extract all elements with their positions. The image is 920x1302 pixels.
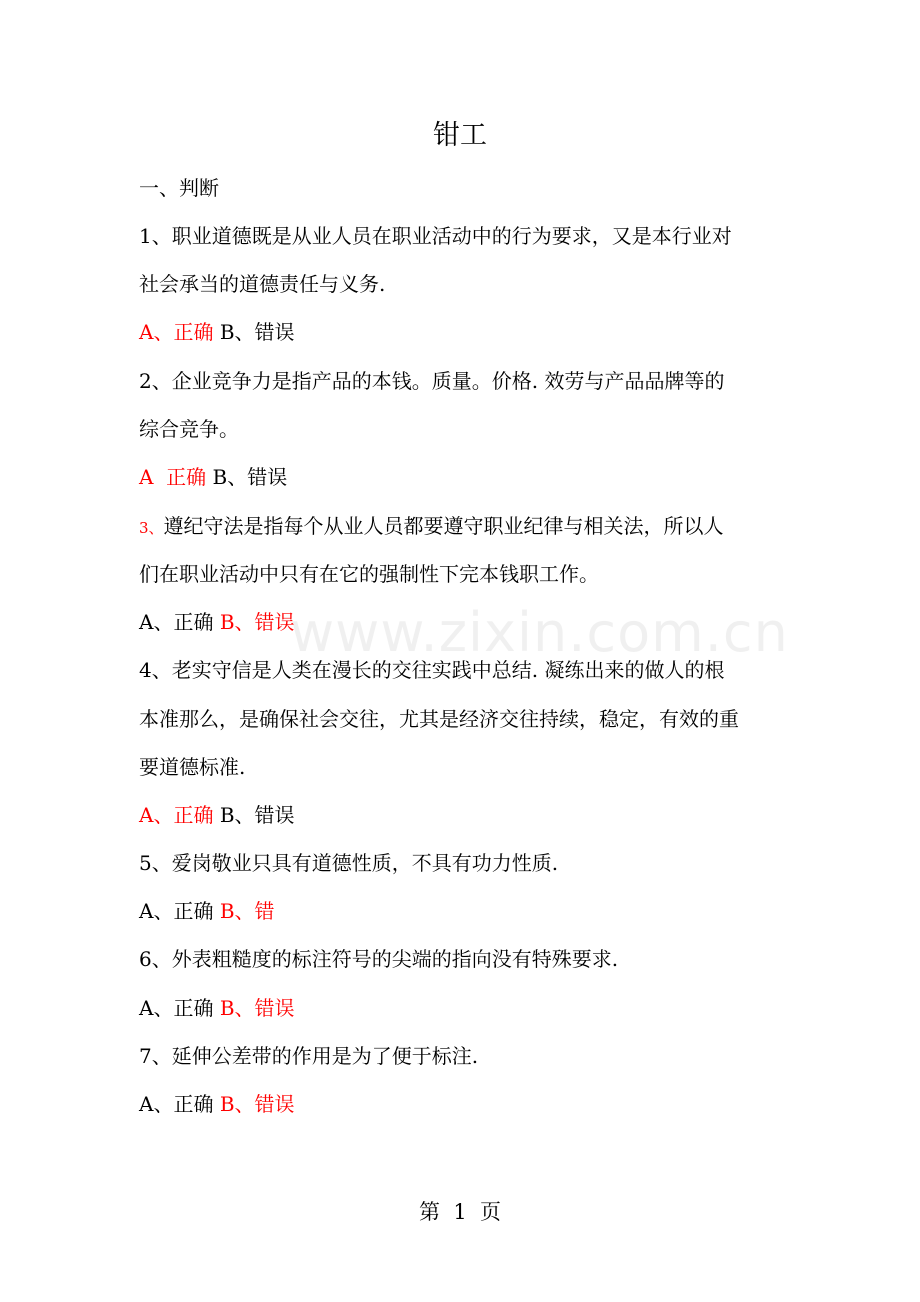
page-title: 钳工 <box>433 120 487 151</box>
option-a: A、正确 <box>139 996 214 1020</box>
question-1-line-1: 1、职业道德既是从业人员在职业活动中的行为要求，又是本行业对 <box>139 224 732 248</box>
option-b: B、错误 <box>212 465 288 489</box>
question-2-line-1: 2、企业竞争力是指产品的本钱。质量。价格. 效劳与产品品牌等的 <box>139 369 725 393</box>
question-4-line-1: 4、老实守信是人类在漫长的交往实践中总结. 凝练出来的做人的根 <box>139 658 725 682</box>
option-b: B、错误 <box>219 320 295 344</box>
option-b-correct: B、错误 <box>219 1092 295 1116</box>
question-5-options <box>139 897 789 925</box>
question-3-line-2: 们在职业活动中只有在它的强制性下完本钱职工作。 <box>139 562 599 586</box>
option-a-correct: A 正确 <box>139 465 207 489</box>
question-3-text: 遵纪守法是指每个从业人员都要遵守职业纪律与相关法，所以人 <box>163 514 724 538</box>
option-a-correct: A、正确 <box>139 320 214 344</box>
question-4-line-2: 本准那么，是确保社会交往，尤其是经济交往持续，稳定，有效的重 <box>139 707 739 731</box>
question-1-options <box>139 318 789 346</box>
question-3-options <box>139 608 789 636</box>
option-a: A、正确 <box>139 610 214 634</box>
option-b-correct: B、错误 <box>219 610 295 634</box>
option-a: A、正确 <box>139 899 214 923</box>
option-a-correct: A、正确 <box>139 803 214 827</box>
question-5-line-1: 5、爱岗敬业只具有道德性质，不具有功力性质. <box>139 851 559 875</box>
question-6-line-1: 6、外表粗糙度的标注符号的尖端的指向没有特殊要求. <box>139 947 619 971</box>
option-a: A、正确 <box>139 1092 214 1116</box>
section-heading: 一、判断 <box>139 176 219 200</box>
question-2-options <box>139 463 789 491</box>
option-b-correct: B、错误 <box>219 996 295 1020</box>
question-2-line-2: 综合竞争。 <box>139 417 239 441</box>
page-number: 第 1 页 <box>418 1200 502 1224</box>
question-4-line-3: 要道德标准. <box>139 755 246 779</box>
question-3-line-1 <box>139 512 789 542</box>
question-6-options <box>139 994 789 1022</box>
question-4-options <box>139 801 789 829</box>
option-b-correct: B、错 <box>219 899 275 923</box>
watermark: www.zixin.com.cn <box>290 601 789 664</box>
question-7-line-1: 7、延伸公差带的作用是为了便于标注. <box>139 1044 479 1068</box>
question-3-number: 3、 <box>139 519 164 537</box>
question-1-line-2: 社会承当的道德责任与义务. <box>139 272 386 296</box>
option-b: B、错误 <box>219 803 295 827</box>
question-7-options <box>139 1090 789 1118</box>
